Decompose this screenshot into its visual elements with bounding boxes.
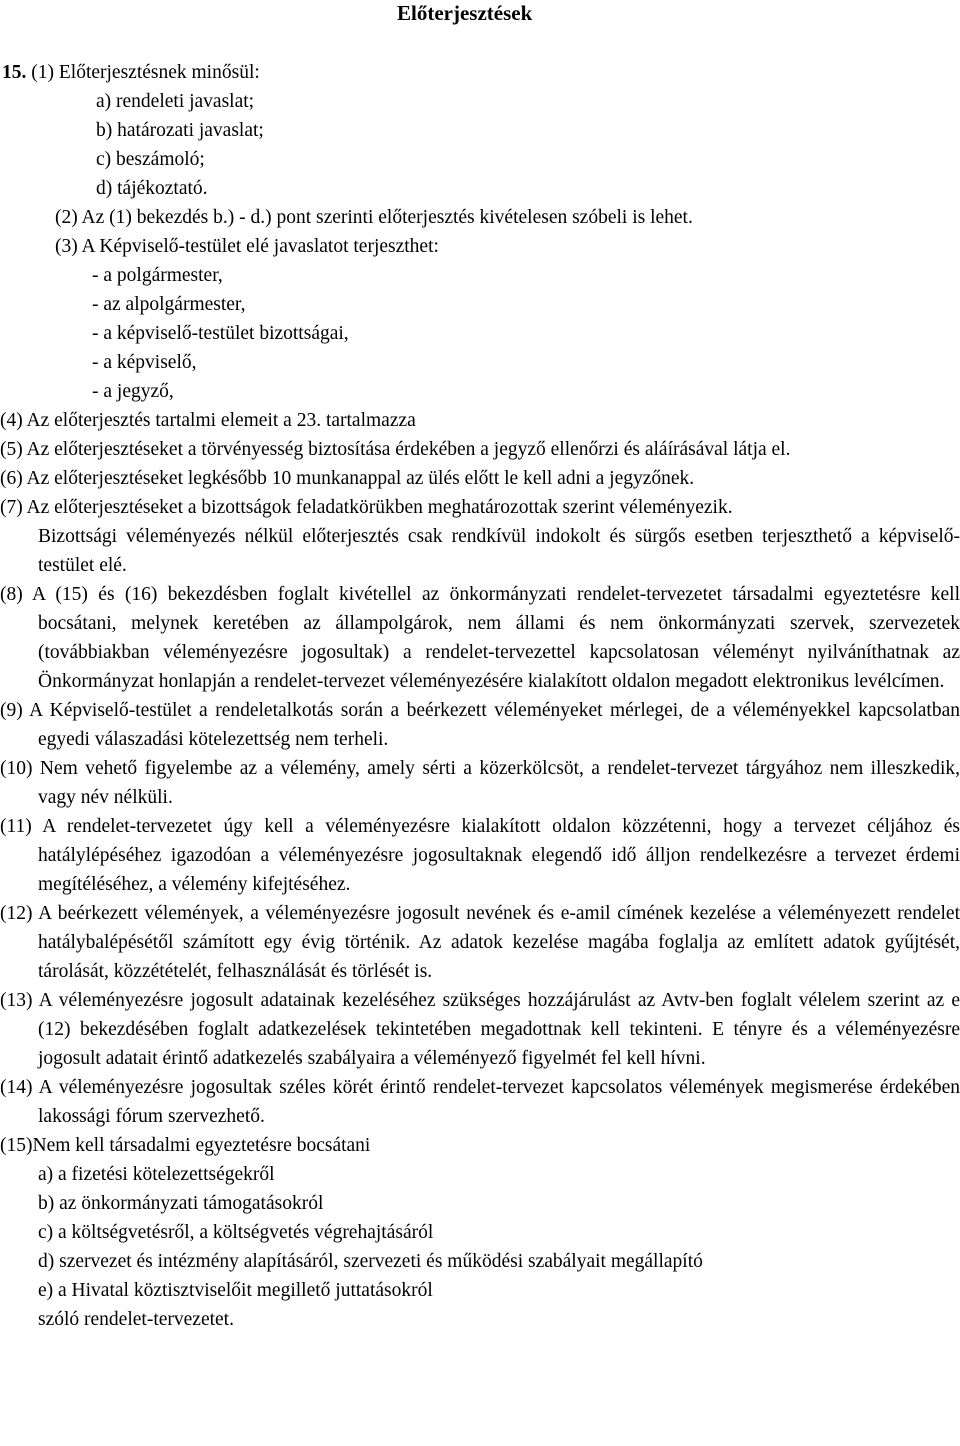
p1-item-b: b) határozati javaslat; — [96, 120, 264, 141]
p3-item-2: - az alpolgármester, — [92, 294, 246, 315]
p1-item-d: d) tájékoztató. — [96, 178, 208, 199]
p12: (12) A beérkezett vélemények, a véleményezésre jogosult nevének és e-amil címének kezelése a véleményezett rendelet hatálybalépésétől számított egy évig történik. Az adatok kezelése magába foglalja az említett adatok gyűjtését, tárolását, közzétételét, felhasználását és törlését is. — [0, 903, 960, 982]
p2: (2) Az (1) bekezdés b.) - d.) pont szerinti előterjesztés kivételesen szóbeli is lehet. — [55, 207, 693, 228]
p6: (6) Az előterjesztéseket legkésőbb 10 munkanappal az ülés előtt le kell adni a jegyzőnek. — [0, 468, 695, 489]
p8: (8) A (15) és (16) bekezdésben foglalt kivétellel az önkormányzati rendelet-tervezetet társadalmi egyeztetésre kell bocsátani, melynek keretében az állampolgárok, nem állami és nem önkormányzati szervek, szervezetek (továbbiakban véleményezésre jogosultak) a rendelet-tervezettel kapcsolatosan véleményt nyilváníthatnak az Önkormányzat honlapján a rendelet-tervezet véleményezésére kialakított oldalon megadott elektronikus levélcímen. — [0, 584, 960, 692]
p7-continuation: Bizottsági véleményezés nélkül előterjesztés csak rendkívül indokolt és sürgős esetben terjeszthető a képviselő-testület elé. — [38, 526, 960, 576]
p4: (4) Az előterjesztés tartalmi elemeit a 23. tartalmazza — [0, 410, 416, 431]
p3-intro: (3) A Képviselő-testület elé javaslatot terjeszthet: — [55, 236, 439, 257]
p15-item-b: b) az önkormányzati támogatásokról — [38, 1193, 324, 1214]
p3-item-5: - a jegyző, — [92, 381, 174, 402]
p1-intro: (1) Előterjesztésnek minősül: — [31, 62, 260, 83]
page-title: Előterjesztések — [397, 1, 533, 25]
p3-item-3: - a képviselő-testület bizottságai, — [92, 323, 349, 344]
p15-intro: (15)Nem kell társadalmi egyeztetésre bocsátani — [0, 1135, 371, 1156]
p15-item-e: e) a Hivatal köztisztviselőit megillető juttatásokról — [38, 1280, 433, 1301]
section-number: 15. — [2, 62, 27, 83]
p14: (14) A véleményezésre jogosultak széles körét érintő rendelet-tervezet kapcsolatos vélemények megismerése érdekében lakossági fórum szervezhető. — [0, 1077, 960, 1127]
document-body — [0, 58, 960, 1334]
p1-item-c: c) beszámoló; — [96, 149, 205, 170]
section-15-heading — [0, 58, 960, 87]
p15-closing: szóló rendelet-tervezetet. — [38, 1309, 234, 1330]
p10: (10) Nem vehető figyelembe az a vélemény, amely sérti a közerkölcsöt, a rendelet-tervezet tárgyához nem illeszkedik, vagy név nélküli. — [0, 758, 960, 808]
p15-item-a: a) a fizetési kötelezettségekről — [38, 1164, 275, 1185]
p13: (13) A véleményezésre jogosult adatainak kezeléséhez szükséges hozzájárulást az Avtv-ben foglalt vélelem szerint az e (12) bekezdésében foglalt adatkezelések tekintetében megadottnak kell tekinteni. E tényre és a véleményezésre jogosult adatait érintő adatkezelés szabályaira a véleményező figyelmét fel kell hívni. — [0, 990, 960, 1069]
p3-item-1: - a polgármester, — [92, 265, 223, 286]
p1-item-a: a) rendeleti javaslat; — [96, 91, 255, 112]
p3-item-4: - a képviselő, — [92, 352, 197, 373]
p15-item-c: c) a költségvetésről, a költségvetés végrehajtásáról — [38, 1222, 434, 1243]
p11: (11) A rendelet-tervezetet úgy kell a véleményezésre kialakított oldalon közzétenni, hogy a tervezet céljához és hatálylépéséhez igazodóan a véleményezésre jogosultaknak elegendő idő álljon rendelkezésre a tervezet érdemi megítéléséhez, a vélemény kifejtéséhez. — [0, 816, 960, 895]
p15-item-d: d) szervezet és intézmény alapításáról, szervezeti és működési szabályait megállapító — [38, 1251, 703, 1272]
p7: (7) Az előterjesztéseket a bizottságok feladatkörükben meghatározottak szerint véleményezik. — [0, 497, 733, 518]
p5: (5) Az előterjesztéseket a törvényesség biztosítása érdekében a jegyző ellenőrzi és aláírásával látja el. — [0, 439, 791, 460]
p9: (9) A Képviselő-testület a rendeletalkotás során a beérkezett véleményeket mérlegei, de a véleményekkel kapcsolatban egyedi válaszadási kötelezettség nem terheli. — [0, 700, 960, 750]
